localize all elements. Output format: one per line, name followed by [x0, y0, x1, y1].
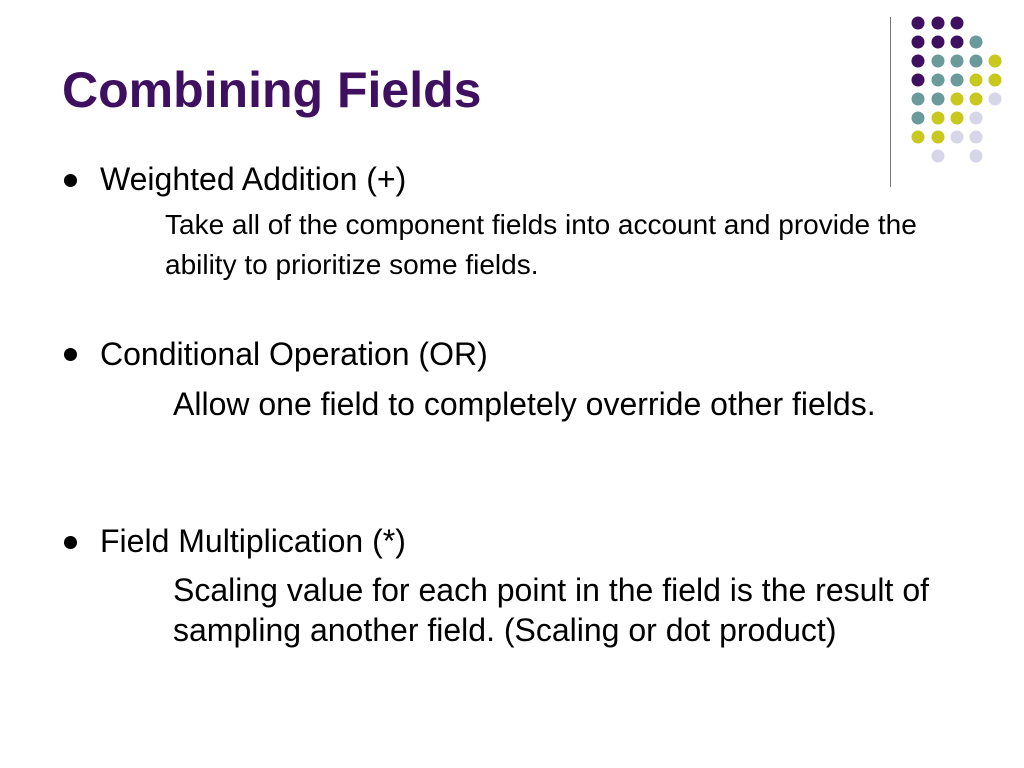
- item-description-conditional-operation: Allow one field to completely override other fields.: [173, 386, 876, 422]
- lavender-dot: [970, 131, 983, 144]
- lavender-dot: [989, 93, 1002, 106]
- yellow-dot: [932, 112, 945, 125]
- purple-dot: [951, 17, 964, 30]
- yellow-dot: [970, 93, 983, 106]
- teal-dot: [970, 36, 983, 49]
- teal-dot: [951, 74, 964, 87]
- purple-dot: [912, 55, 925, 68]
- yellow-dot: [989, 55, 1002, 68]
- teal-dot: [932, 93, 945, 106]
- purple-dot: [912, 17, 925, 30]
- purple-dot: [912, 74, 925, 87]
- yellow-dot: [951, 112, 964, 125]
- bullet-icon: [64, 536, 77, 549]
- item-heading-weighted-addition: Weighted Addition (+): [100, 161, 407, 197]
- bullet-icon: [64, 348, 77, 361]
- lavender-dot: [951, 131, 964, 144]
- purple-dot: [932, 17, 945, 30]
- item-description-weighted-addition: Take all of the component fields into account and provide the ability to prioritize some fields.: [165, 209, 917, 280]
- yellow-dot: [932, 131, 945, 144]
- yellow-dot: [912, 131, 925, 144]
- item-heading-conditional-operation: Conditional Operation (OR): [100, 336, 488, 372]
- bullet-icon: [64, 174, 77, 187]
- teal-dot: [932, 74, 945, 87]
- purple-dot: [912, 36, 925, 49]
- teal-dot: [912, 93, 925, 106]
- item-heading-field-multiplication: Field Multiplication (*): [100, 523, 406, 559]
- item-description-field-multiplication: Scaling value for each point in the field is the result of sampling another field. (Scaling or dot product): [173, 572, 929, 648]
- teal-dot: [912, 112, 925, 125]
- yellow-dot: [951, 93, 964, 106]
- slide-title: Combining Fields: [62, 62, 482, 118]
- teal-dot: [951, 55, 964, 68]
- yellow-dot: [989, 74, 1002, 87]
- yellow-dot: [970, 74, 983, 87]
- lavender-dot: [932, 150, 945, 163]
- purple-dot: [932, 36, 945, 49]
- lavender-dot: [970, 112, 983, 125]
- teal-dot: [932, 55, 945, 68]
- divider-line: [890, 17, 891, 187]
- teal-dot: [970, 55, 983, 68]
- lavender-dot: [970, 150, 983, 163]
- purple-dot: [951, 36, 964, 49]
